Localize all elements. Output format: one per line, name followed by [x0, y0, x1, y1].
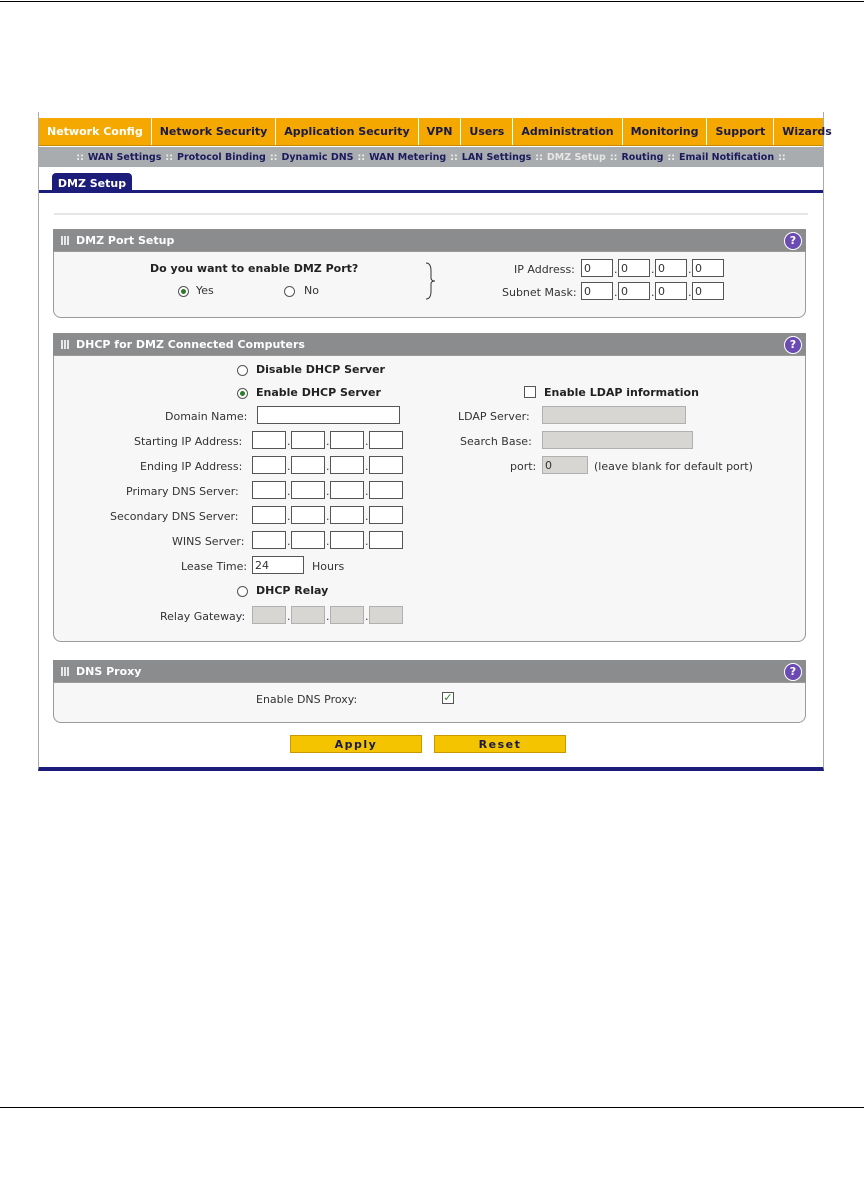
- relay-gateway-label: Relay Gateway:: [160, 610, 246, 623]
- port-hint: (leave blank for default port): [594, 460, 753, 473]
- octet-dot: .: [688, 263, 692, 276]
- lease-time-unit: Hours: [312, 560, 345, 573]
- dmz-ip-octet-1[interactable]: [581, 259, 613, 277]
- tab-wizards[interactable]: Wizards: [782, 125, 832, 138]
- primary-dns-octet-1[interactable]: [252, 481, 286, 499]
- subnav-separator: ::: [609, 151, 618, 163]
- dmz-no-label: No: [304, 284, 319, 297]
- subnav-dmz-setup[interactable]: DMZ Setup: [546, 151, 606, 163]
- enable-dhcp-label: Enable DHCP Server: [256, 386, 381, 399]
- octet-dot: .: [326, 460, 330, 473]
- subnav-separator: ::: [450, 151, 458, 163]
- relay-gateway-octet-1[interactable]: [252, 606, 286, 624]
- grid-icon: [61, 236, 70, 245]
- tab-dmz-setup[interactable]: DMZ Setup: [52, 173, 132, 193]
- apply-button[interactable]: Apply: [290, 735, 422, 753]
- dhcp-relay-label: DHCP Relay: [256, 584, 329, 597]
- port-input[interactable]: [542, 456, 588, 474]
- section-title: DMZ Port Setup: [76, 233, 175, 247]
- disable-dhcp-radio[interactable]: [237, 365, 248, 376]
- ldap-server-label: LDAP Server:: [458, 410, 530, 423]
- dns-proxy-checkbox[interactable]: ✓: [443, 691, 453, 704]
- ending-ip-octet-4[interactable]: [369, 456, 403, 474]
- secondary-dns-octet-2[interactable]: [291, 506, 325, 524]
- ending-ip-octet-2[interactable]: [291, 456, 325, 474]
- search-base-label: Search Base:: [460, 435, 532, 448]
- lease-time-input[interactable]: [252, 556, 304, 574]
- octet-dot: .: [287, 610, 291, 623]
- octet-dot: .: [614, 286, 618, 299]
- dmz-mask-label: Subnet Mask:: [502, 286, 577, 299]
- subnav-routing[interactable]: Routing: [621, 151, 664, 163]
- subnav-separator: ::: [535, 151, 543, 163]
- subnav-separator: ::: [165, 151, 173, 163]
- subnav-wan-settings[interactable]: WAN Settings: [87, 151, 162, 163]
- help-icon[interactable]: ?: [784, 663, 802, 681]
- sub-navigation: [39, 147, 823, 167]
- subnav-wan-metering[interactable]: WAN Metering: [369, 151, 447, 163]
- wins-octet-4[interactable]: [369, 531, 403, 549]
- help-icon[interactable]: ?: [784, 232, 802, 250]
- ldap-checkbox[interactable]: [524, 386, 536, 398]
- octet-dot: .: [326, 485, 330, 498]
- dmz-port-setup-section: [53, 251, 806, 318]
- octet-dot: .: [287, 510, 291, 523]
- tab-vpn[interactable]: VPN: [419, 118, 462, 145]
- router-config-window: [38, 112, 832, 771]
- wins-label: WINS Server:: [172, 535, 245, 548]
- tab-administration[interactable]: Administration: [513, 118, 622, 145]
- dns-proxy-section: [53, 682, 806, 723]
- starting-ip-octet-1[interactable]: [252, 431, 286, 449]
- dmz-ip-octet-4[interactable]: [692, 259, 724, 277]
- octet-dot: .: [365, 535, 369, 548]
- starting-ip-octet-2[interactable]: [291, 431, 325, 449]
- grid-icon: [61, 340, 70, 349]
- domain-name-input[interactable]: [257, 406, 400, 424]
- brace-icon: [424, 262, 436, 300]
- octet-dot: .: [365, 510, 369, 523]
- page-bottom-rule: [0, 1107, 864, 1108]
- octet-dot: .: [287, 460, 291, 473]
- dmz-mask-octet-1[interactable]: [581, 282, 613, 300]
- wins-octet-3[interactable]: [330, 531, 364, 549]
- octet-dot: .: [287, 485, 291, 498]
- dmz-mask-octet-3[interactable]: [655, 282, 687, 300]
- starting-ip-label: Starting IP Address:: [134, 435, 243, 448]
- starting-ip-octet-3[interactable]: [330, 431, 364, 449]
- dmz-question: Do you want to enable DMZ Port?: [150, 262, 359, 275]
- reset-button[interactable]: Reset: [434, 735, 566, 753]
- octet-dot: .: [326, 510, 330, 523]
- secondary-dns-label: Secondary DNS Server:: [110, 510, 239, 523]
- ldap-server-input[interactable]: [542, 406, 686, 424]
- dmz-yes-label: Yes: [196, 284, 214, 297]
- starting-ip-octet-4[interactable]: [369, 431, 403, 449]
- secondary-dns-octet-4[interactable]: [369, 506, 403, 524]
- domain-name-label: Domain Name:: [165, 410, 248, 423]
- dmz-mask-octet-4[interactable]: [692, 282, 724, 300]
- page-top-rule: [0, 1, 864, 2]
- wins-octet-1[interactable]: [252, 531, 286, 549]
- tab-application-security[interactable]: Application Security: [276, 118, 418, 145]
- ldap-enable-label: Enable LDAP information: [544, 386, 699, 399]
- octet-dot: .: [651, 263, 655, 276]
- dhcp-section: [53, 355, 806, 642]
- octet-dot: .: [326, 435, 330, 448]
- subnav-separator: ::: [778, 151, 786, 163]
- tab-users[interactable]: Users: [461, 118, 513, 145]
- section-title: DNS Proxy: [76, 664, 142, 678]
- port-label: port:: [510, 460, 537, 473]
- octet-dot: .: [365, 610, 369, 623]
- subnav-protocol-binding[interactable]: Protocol Binding: [177, 151, 266, 163]
- subnav-separator: ::: [667, 151, 676, 163]
- help-icon[interactable]: ?: [784, 336, 802, 354]
- primary-dns-octet-3[interactable]: [330, 481, 364, 499]
- relay-gateway-octet-3[interactable]: [330, 606, 364, 624]
- dmz-yes-radio[interactable]: [178, 286, 189, 297]
- tab-monitoring[interactable]: Monitoring: [623, 118, 708, 145]
- octet-dot: .: [688, 286, 692, 299]
- page-tab-bar: [39, 173, 823, 193]
- grid-icon: [61, 667, 70, 676]
- relay-gateway-octet-4[interactable]: [369, 606, 403, 624]
- secondary-dns-octet-1[interactable]: [252, 506, 286, 524]
- dhcp-relay-radio[interactable]: [237, 586, 248, 597]
- search-base-input[interactable]: [542, 431, 693, 449]
- octet-dot: .: [287, 435, 291, 448]
- relay-gateway-octet-2[interactable]: [291, 606, 325, 624]
- tab-support[interactable]: Support: [707, 118, 774, 145]
- dmz-ip-octet-3[interactable]: [655, 259, 687, 277]
- subnav-separator: ::: [76, 151, 84, 163]
- dhcp-header: [53, 333, 806, 355]
- ending-ip-label: Ending IP Address:: [140, 460, 243, 473]
- disable-dhcp-label: Disable DHCP Server: [256, 363, 385, 376]
- section-title: DHCP for DMZ Connected Computers: [76, 337, 305, 351]
- secondary-dns-octet-3[interactable]: [330, 506, 364, 524]
- divider: [54, 213, 808, 215]
- primary-dns-label: Primary DNS Server:: [126, 485, 239, 498]
- ending-ip-octet-1[interactable]: [252, 456, 286, 474]
- subnav-lan-settings[interactable]: LAN Settings: [461, 151, 532, 163]
- primary-dns-octet-4[interactable]: [369, 481, 403, 499]
- subnav-separator: ::: [269, 151, 278, 163]
- enable-dhcp-radio[interactable]: [237, 388, 248, 399]
- subnav-email-notification[interactable]: Email Notification: [679, 151, 775, 163]
- octet-dot: .: [365, 460, 369, 473]
- dmz-no-radio[interactable]: [284, 286, 295, 297]
- top-navigation: [39, 118, 832, 146]
- octet-dot: .: [287, 535, 291, 548]
- dmz-ip-label: IP Address:: [514, 263, 575, 276]
- dns-proxy-label: Enable DNS Proxy:: [256, 693, 358, 706]
- tab-network-config[interactable]: Network Config: [39, 118, 152, 145]
- subnav-dynamic-dns[interactable]: Dynamic DNS: [281, 151, 354, 163]
- octet-dot: .: [365, 435, 369, 448]
- dns-proxy-header: [53, 660, 806, 682]
- subnav-separator: ::: [357, 151, 366, 163]
- dmz-ip-octet-2[interactable]: [618, 259, 650, 277]
- tab-network-security[interactable]: Network Security: [152, 118, 277, 145]
- dmz-mask-octet-2[interactable]: [618, 282, 650, 300]
- dmz-port-setup-header: [53, 229, 806, 251]
- octet-dot: .: [365, 485, 369, 498]
- octet-dot: .: [614, 263, 618, 276]
- octet-dot: .: [326, 535, 330, 548]
- lease-time-label: Lease Time:: [181, 560, 248, 573]
- primary-dns-octet-2[interactable]: [291, 481, 325, 499]
- ending-ip-octet-3[interactable]: [330, 456, 364, 474]
- octet-dot: .: [326, 610, 330, 623]
- wins-octet-2[interactable]: [291, 531, 325, 549]
- octet-dot: .: [651, 286, 655, 299]
